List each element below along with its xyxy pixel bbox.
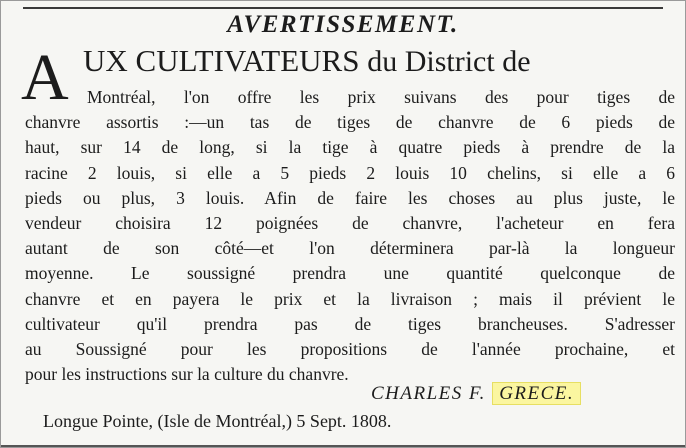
notice-title: AVERTISSEMENT. xyxy=(227,11,459,38)
signature-first: CHARLES F. xyxy=(371,383,486,404)
body-line: autant de son côté—et l'on déterminera par-là la longueur xyxy=(25,238,675,259)
headline-rest: du District de xyxy=(367,45,531,78)
body-line: chanvre assortis :—un tas de tiges de chanvre de 6 pieds de xyxy=(25,112,675,133)
body-line: Montréal, l'on offre les prix suivans des pour tiges de xyxy=(87,87,675,107)
notice-headline xyxy=(83,43,531,80)
body-line: cultivateur qu'il prendra pas de tiges brancheuses. S'adresser xyxy=(25,313,675,334)
signature xyxy=(371,383,581,405)
body-line: vendeur choisira 12 poignées de chanvre, l'acheteur en fera xyxy=(25,213,675,234)
drop-cap: A xyxy=(21,41,69,114)
body-line: pieds ou plus, 3 louis. Afin de faire les choses au plus juste, le xyxy=(25,187,675,208)
top-rule xyxy=(23,7,663,9)
body-line: chanvre et en payera le prix et la livraison ; mais il prévient le xyxy=(25,288,675,309)
signature-surname-highlight: GRECE. xyxy=(492,382,581,405)
headline-caps: UX CULTIVATEURS xyxy=(83,43,360,78)
body-line: haut, sur 14 de long, si la tige à quatre pieds à prendre de la xyxy=(25,137,675,158)
body-line: au Soussigné pour les propositions de l'année prochaine, et xyxy=(25,339,675,360)
bottom-rule xyxy=(1,445,685,447)
body-line: racine 2 louis, si elle a 5 pieds 2 louis 10 chelins, si elle a 6 xyxy=(25,162,675,183)
dateline: Longue Pointe, (Isle de Montréal,) 5 Sept. 1808. xyxy=(43,411,392,431)
body-line: pour les instructions sur la culture du chanvre. xyxy=(25,364,349,385)
body-line: moyenne. Le soussigné prendra une quantité quelconque de xyxy=(25,263,675,284)
notice-body xyxy=(25,85,675,387)
